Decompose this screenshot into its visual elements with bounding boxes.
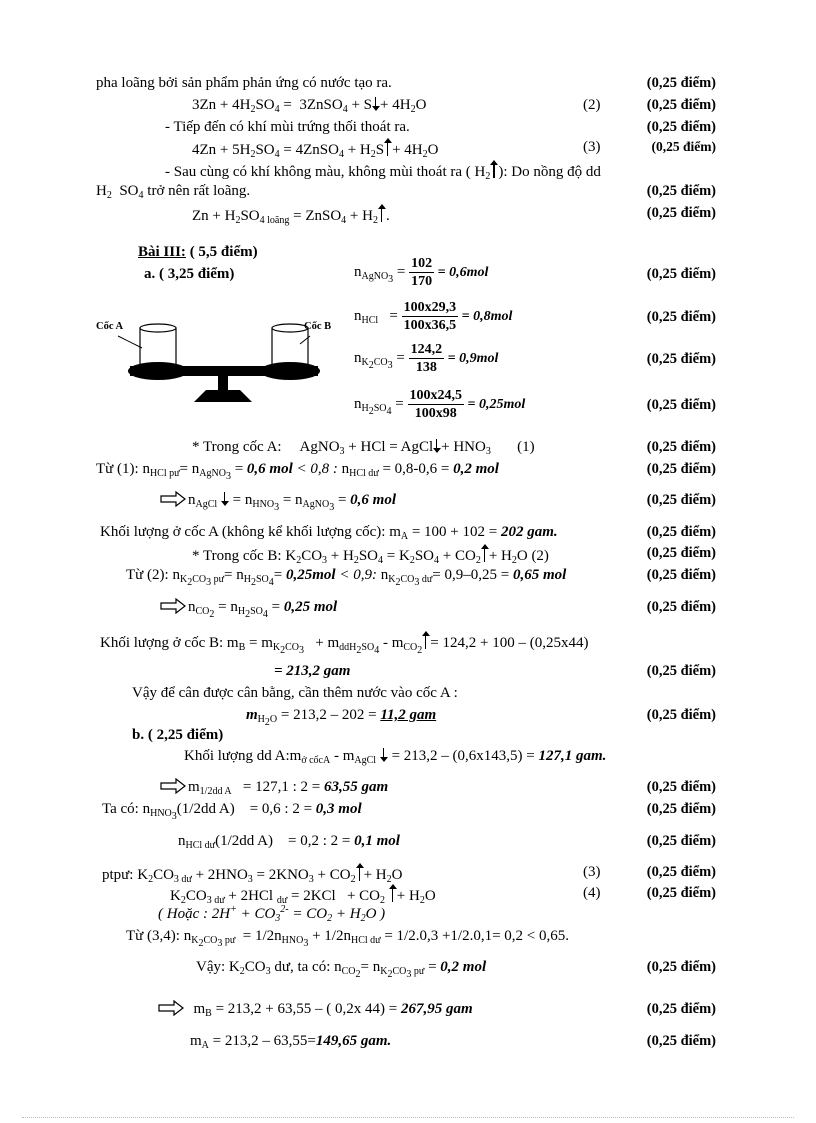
points: (0,25 điểm) (646, 864, 716, 880)
points: (0,25 điểm) (646, 599, 716, 615)
balance-scale-diagram (94, 318, 334, 410)
line-n-hcl-half: $n_{HCl dư}(1/2dd$ A) = 0,2 : 2 = 0,1 mol (178, 833, 400, 851)
line-reaction-3: ptpư: $K_2CO_{3 dư} + 2HNO_3 = 2KNO_3 + CO_2 + H_2O$ (102, 863, 402, 884)
eq-number: (4) (583, 885, 601, 901)
line-from-2: Từ (2): $n_{K_2CO_3 pư}= n_{H_2SO_4}= 0,25mol < 0,9$: $n_{K_2CO_3 dư}= 0,9-0,25 = 0,65$ mol (126, 567, 567, 588)
line-n-hno3-half: Ta có: $n_{HNO_3}(1/2dd$ A) = 0,6 : 2 = 0,3 mol (102, 801, 362, 822)
line-add-water: Vậy để cân được cân bằng, cần thêm nước vào cốc A : (132, 685, 458, 701)
line-cup-a-reaction: * Trong cốc A: AgNO$_3$ + HCl = AgCl + $HNO_3$ (1) (192, 439, 535, 457)
line-n-agcl: $n_{AgCl} = n_{HNO_3} = n_{AgNO_3} = 0,6$ mol (160, 491, 396, 509)
line-ionic-equation: ( Hoặc : $2H^+ + CO_3^{2-} = CO_2 + H_2O$ ) (158, 904, 386, 924)
line-from-1: Từ (1): $n_{HCl pư}= n_{AgNO_3} = 0,6$ mol < 0,8 : $n_{HCl dư} = 0,8-0,6 = 0,2$ mol (96, 461, 499, 482)
line-very-dilute: $H_2$ $SO_4$ trở nên rất loãng. (96, 183, 251, 201)
equation-zn-h2so4-h2: $Zn + H_2SO_{4 loãng}$ = ZnSO$_4$ + $H_2$ . (192, 204, 390, 225)
points: (0,25 điểm) (651, 139, 716, 154)
gas-arrow-icon (389, 884, 397, 902)
line-ma-final: $m_A = 213,2 - 63,55=149,65$ gam. (190, 1033, 392, 1051)
points: (0,25 điểm) (646, 439, 716, 455)
points: (0,25 điểm) (646, 801, 716, 817)
points: (0,25 điểm) (646, 75, 716, 91)
formula-n-k2co3: $n_{K_2CO_3}$ = $\frac{124,2}{138}$ = 0,9mol (354, 342, 499, 376)
line-from-3-4: Từ (3,4): $n_{K_2CO_3 pư} = 1/2n_{HNO_3} + 1/2n_{HCl dư} = 1/2.0,3 +1/2.0,1= 0,2 < 0,65$. (126, 928, 569, 949)
gas-arrow-icon (490, 160, 498, 178)
line-n-co2: $n_{CO_2} = n_{H_2SO_4} = 0,25$ mol (160, 598, 337, 616)
part-a-heading: a. ( 3,25 điểm) (144, 266, 235, 282)
section-heading: Bài III: ( 5,5 điểm) (138, 244, 258, 260)
equation-zn-h2so4-h2s: $4Zn + 5H_2SO_4$ = 4ZnSO$_4$ + $H_2S + 4H_2O$ (192, 138, 438, 159)
cup-a-label: Cốc A (96, 321, 124, 332)
points: (0,25 điểm) (646, 205, 716, 221)
precipitate-arrow-icon (372, 97, 380, 111)
line-k2co3-excess: Vậy: $K_2CO_3$ dư, ta có: $n_{CO_2}= n_{K_2CO_3 pư} = 0,2$ mol (196, 959, 487, 980)
line-mb-result: = 213,2 gam (274, 663, 351, 679)
points: (0,25 điểm) (646, 461, 716, 477)
implies-arrow-icon (160, 598, 186, 614)
points: (0,25 điểm) (646, 779, 716, 795)
points: (0,25 điểm) (646, 959, 716, 975)
points: (0,25 điểm) (646, 492, 716, 508)
points: (0,25 điểm) (646, 1001, 716, 1017)
line-half-dd-a: $m_{1/2dd A}$ = 127,1 : 2 = 63,55 gam (160, 778, 388, 796)
precipitate-arrow-icon (221, 492, 229, 506)
points: (0,25 điểm) (646, 119, 716, 135)
eq-number: (3) (583, 139, 601, 155)
line-colorless-gas: - Sau cùng có khí không màu, không mùi thoát ra ( $H_2$ ): Do nồng độ dd (165, 160, 601, 181)
gas-arrow-icon (422, 631, 430, 649)
precipitate-arrow-icon (380, 748, 388, 762)
footer-rule (22, 1117, 794, 1118)
line-mb-final: $m_B = 213,2 + 63,55$ – ( 0,2x 44) = 267,95 gam (158, 1000, 473, 1018)
implies-arrow-icon (160, 778, 186, 794)
implies-arrow-icon (158, 1000, 184, 1016)
points: (0,25 điểm) (646, 524, 716, 540)
fraction: $\frac{100x29,3}{100x36,5}$ (403, 300, 457, 334)
eq-number: (2) (583, 97, 601, 113)
points: (0,25 điểm) (646, 545, 716, 561)
line-mass-cup-a: Khối lượng ở cốc A (không kể khối lượng cốc): $m_A = 100 + 102 = 202$ gam. (100, 524, 558, 542)
points: (0,25 điểm) (646, 663, 716, 679)
line-h2s-smell: - Tiếp đến có khí mùi trứng thối thoát ra. (165, 119, 410, 135)
precipitate-arrow-icon (433, 439, 441, 453)
implies-arrow-icon (160, 491, 186, 507)
gas-arrow-icon (378, 204, 386, 222)
points: (0,25 điểm) (646, 183, 716, 199)
formula-n-hcl: $n_{HCl}$ = $\frac{100x29,3}{100x36,5}$ = 0,8mol (354, 300, 513, 334)
formula-n-agno3: $n_{AgNO_3}$ = $\frac{102}{170}$ = 0,6mol (354, 256, 489, 290)
points: (0,25 điểm) (646, 833, 716, 849)
eq-number: (3) (583, 864, 601, 880)
gas-arrow-icon (481, 544, 489, 562)
formula-n-h2so4: $n_{H_2SO_4}$ = $\frac{100x24,5}{100x98}$ = 0,25mol (354, 388, 526, 422)
gas-arrow-icon (356, 863, 364, 881)
line-reaction-4: $K_2CO_{3 dư} + 2HCl$ $_{dư} = 2KCl + CO_2 + H_2O$ (170, 884, 436, 905)
points: (0,25 điểm) (646, 1033, 716, 1049)
fraction: $\frac{124,2}{138}$ (410, 342, 443, 376)
line-m-h2o: $m_{H_2O} = 213,2 - 202 = 11,2$ gam (246, 707, 437, 728)
equation-zn-h2so4-s: $3Zn + 4H_2SO_4$ = 3ZnSO$_4$ + $S + 4H_2O$ (192, 97, 427, 115)
points: (0,25 điểm) (646, 351, 716, 367)
line-mass-cup-b: Khối lượng ở cốc B: $m_B = m_{K_2CO_3} + m_{ddH_2SO_4} - m_{CO_2} = 124,2 + 100 - (0,25x44)$ (100, 631, 588, 652)
line-dilution: pha loãng bởi sản phẩm phản ứng có nước tạo ra. (96, 75, 392, 91)
points: (0,25 điểm) (646, 397, 716, 413)
points: (0,25 điểm) (646, 309, 716, 325)
points: (0,25 điểm) (646, 885, 716, 901)
line-mass-dd-a: Khối lượng dd $A:m_{ở cốcA} - m_{AgCl} = 213,2 - (0,6x143,5) = 127,1$ gam. (184, 748, 607, 766)
cup-b-label: Cốc B (304, 321, 332, 332)
points: (0,25 điểm) (646, 97, 716, 113)
points: (0,25 điểm) (646, 266, 716, 282)
points: (0,25 điểm) (646, 707, 716, 723)
fraction: $\frac{100x24,5}{100x98}$ (409, 388, 462, 422)
points: (0,25 điểm) (646, 567, 716, 583)
gas-arrow-icon (384, 138, 392, 156)
part-b-heading: b. ( 2,25 điểm) (132, 727, 224, 743)
fraction: $\frac{102}{170}$ (411, 256, 433, 290)
line-cup-b-reaction: * Trong cốc B: $K_2CO_3 + H_2SO_4 = K_2SO_4 + CO_2 + H_2O$ (2) (192, 544, 549, 565)
